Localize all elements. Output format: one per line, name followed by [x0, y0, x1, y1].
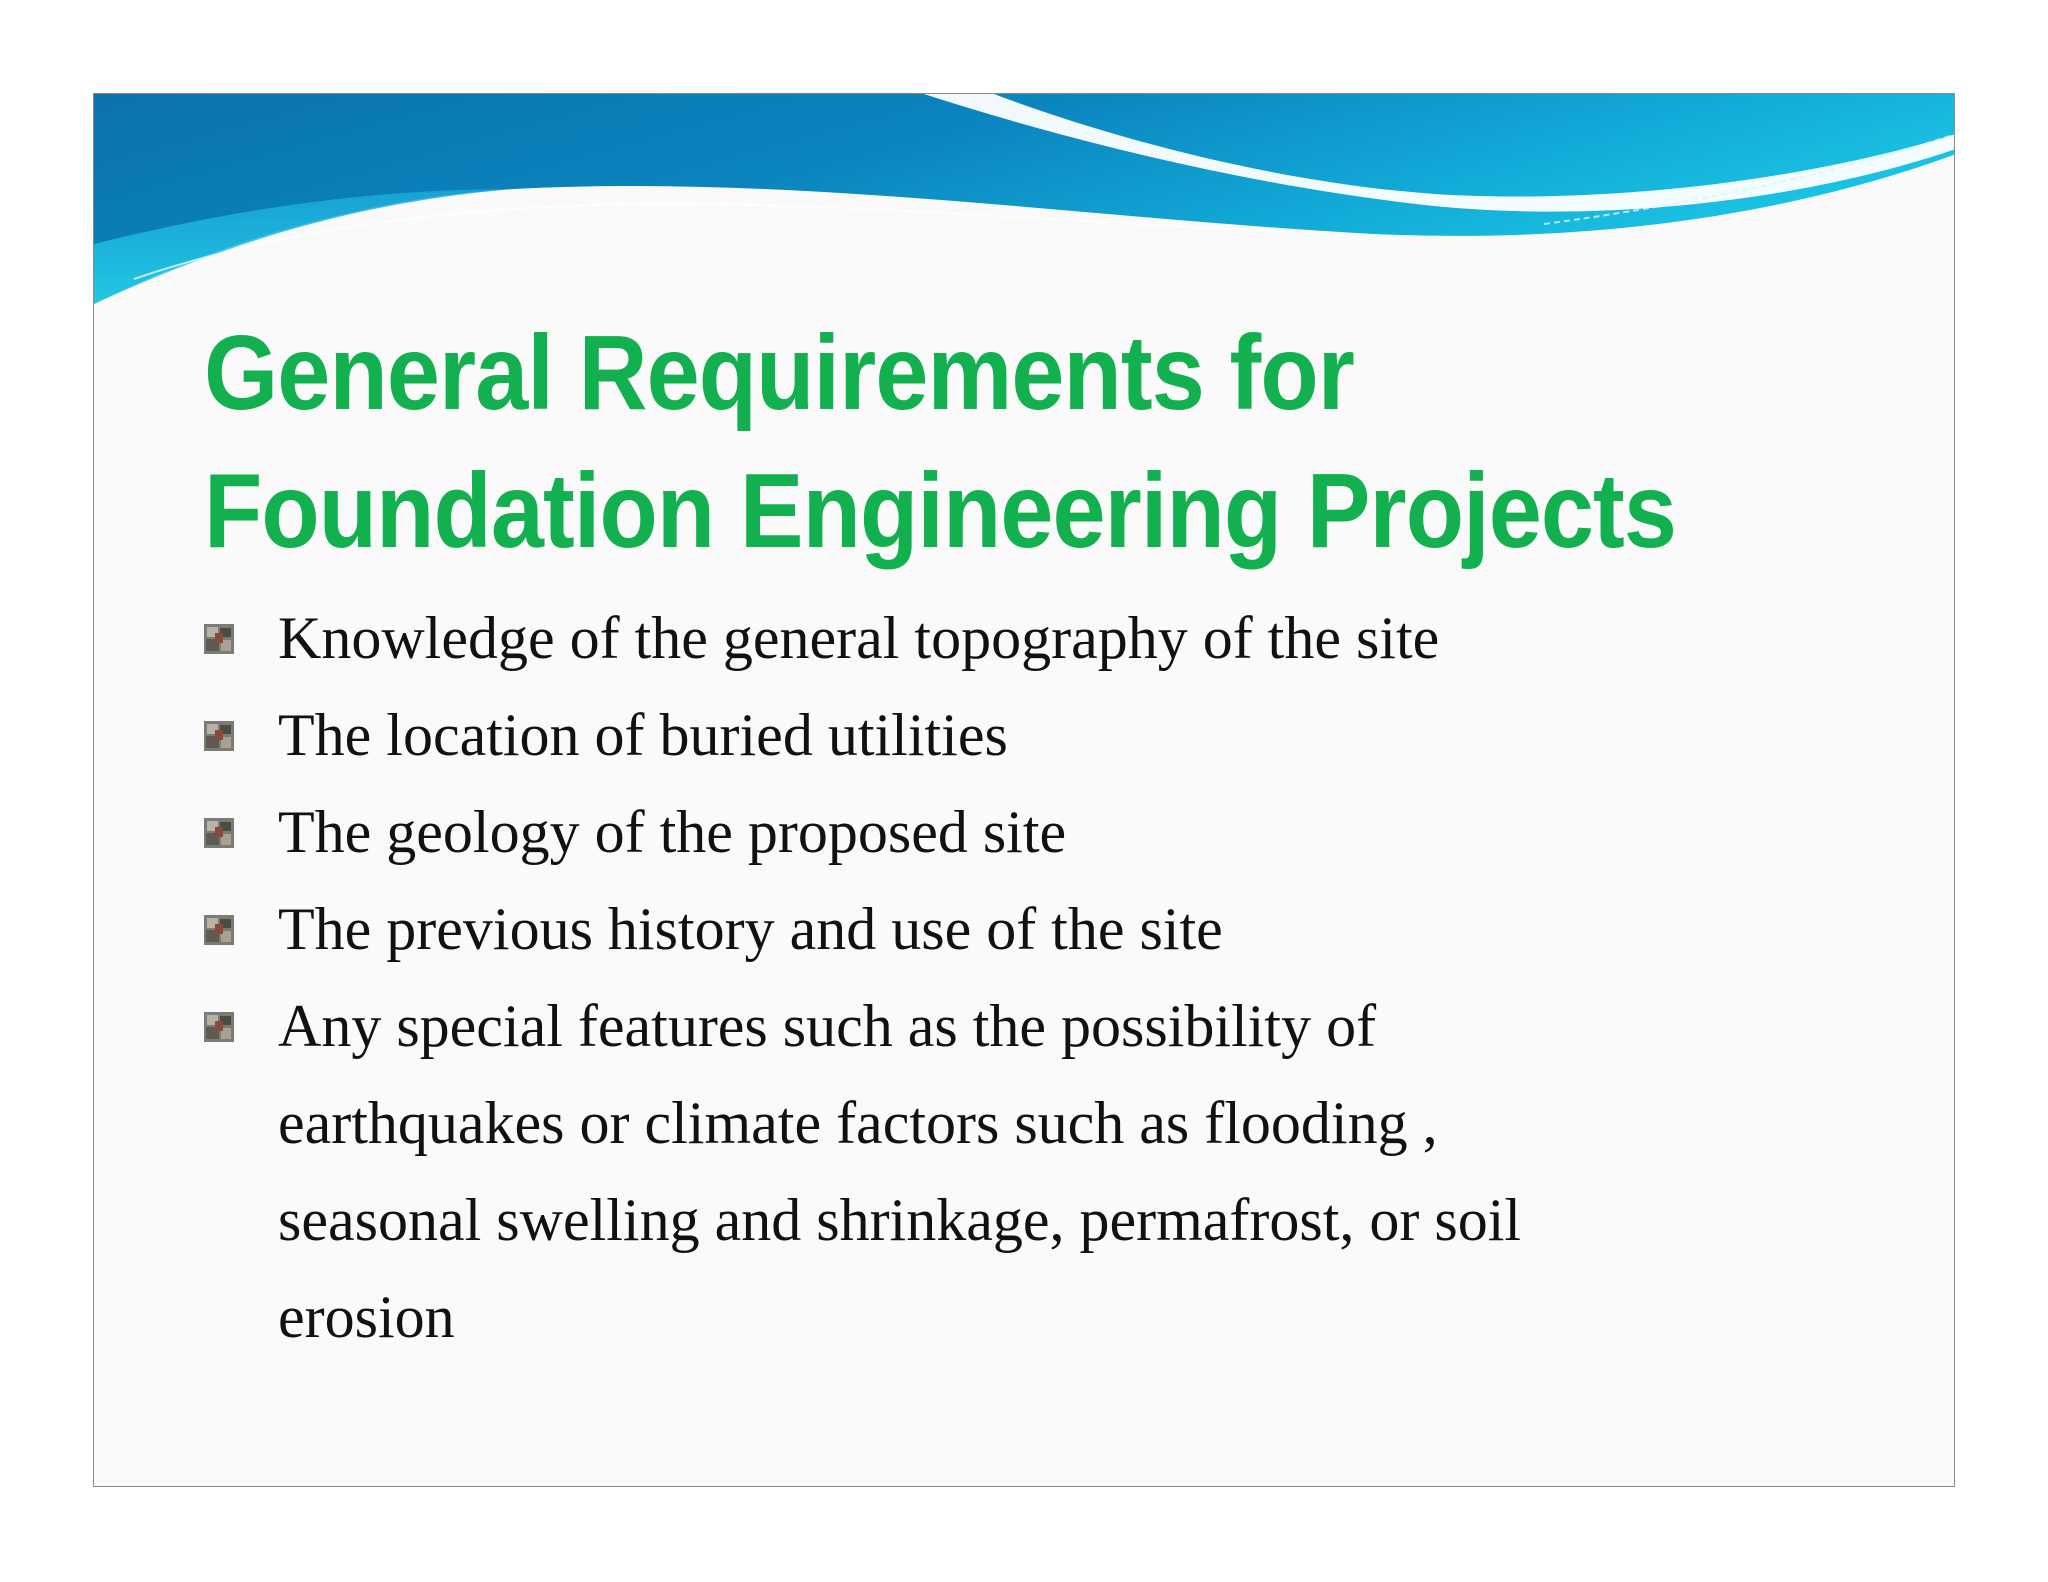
bullet-item [204, 881, 1521, 978]
bullet-item [204, 590, 1521, 687]
slide-title [204, 304, 1676, 580]
bullet-text-line: earthquakes or climate factors such as flooding , [278, 1090, 1438, 1156]
slide [93, 93, 1955, 1487]
bullet-text: The location of buried utilities [278, 702, 1008, 768]
bullet-text: Knowledge of the general topography of the site [278, 605, 1440, 671]
bullet-item [204, 687, 1521, 784]
bullet-text: The previous history and use of the site [278, 896, 1223, 962]
bullet-text-line: Any special features such as the possibility of [278, 993, 1377, 1059]
slide-title-line: Foundation Engineering Projects [204, 452, 1677, 570]
image-bullet-icon [204, 624, 234, 654]
image-bullet-icon [204, 818, 234, 848]
bullet-text-line: erosion [278, 1284, 455, 1350]
bullet-item [204, 978, 1521, 1366]
bullet-text: The geology of the proposed site [278, 799, 1067, 865]
image-bullet-icon [204, 1012, 234, 1042]
image-bullet-icon [204, 915, 234, 945]
bullet-list [204, 590, 1521, 1366]
image-bullet-icon [204, 721, 234, 751]
slide-title-line: General Requirements for [204, 314, 1355, 432]
header-wave-decoration [94, 94, 1955, 334]
bullet-item [204, 784, 1521, 881]
bullet-text-line: seasonal swelling and shrinkage, permafrost, or soil [278, 1187, 1522, 1253]
